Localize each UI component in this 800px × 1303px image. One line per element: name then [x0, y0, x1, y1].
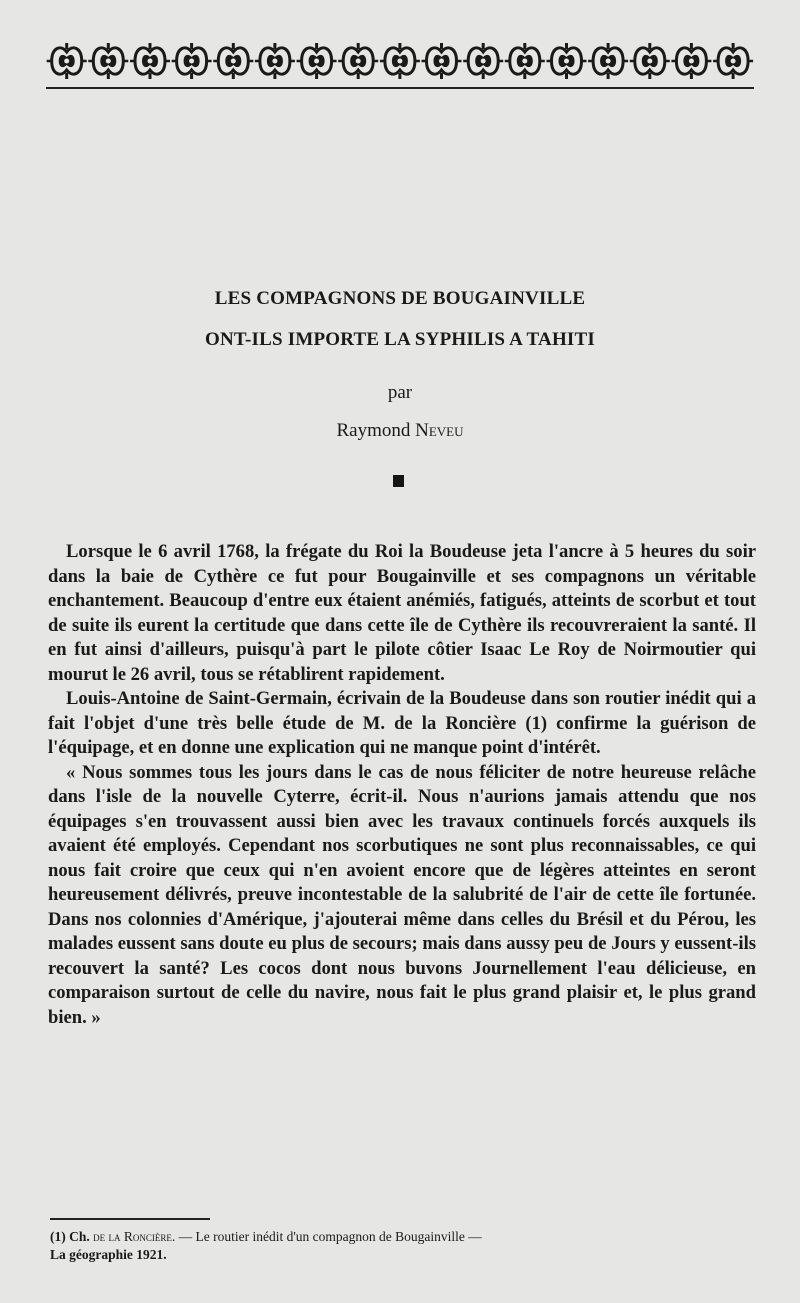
paragraph: « Nous sommes tous les jours dans le cas de nous féliciter de notre heureuse relâche dans l'isle de la nouvelle Cyterre, écrit-il. Nous n'aurions jamais attendu que nos équipages s'en trouvassent aussi bien avec les travaux continuels forcés auxquels ils avaient été employés. Cependant nos scorbutiques ne sont plus reconnaissables, ce qui nous fait croire que ceux qui n'en avoient encore que de légères atteintes en seront heureusement délivrés, preuve incontestable de la salubrité de l'air de cette île fortunée. Dans nos colonnies d'Amérique, j'ajouterai même dans celles du Brésil et du Pérou, les malades eussent sans doute eu plus de secours; mais dans aussy peu de Jours y eussent-ils recouvert la santé? Les cocos dont nous buvons Journellement l'eau délicieuse, en comparaison surtout de celle du navire, nous fait le plus grand plaisir et, le plus grand bien. »: [48, 761, 756, 1028]
author-first-name: Raymond: [336, 420, 411, 441]
footnote-source: La géographie 1921.: [50, 1247, 167, 1262]
paragraph: Lorsque le 6 avril 1768, la frégate du Roi la Boudeuse jeta l'ancre à 5 heures du soir dans la baie de Cythère ce fut pour Bougainville et ses compagnons un véritable enchantement. Beaucoup d'entre eux étaient anémiés, fatigués, atteints de scorbut et tout de suite ils eurent la certitude que dans cette île de Cythère ils recouvreraient la santé. Il en fut ainsi d'ailleurs, puisqu'à part le pilote côtier Isaac Le Roy de Noirmoutier qui mourut le 26 avril, tous se rétablirent rapidement.: [48, 541, 756, 685]
author-last-name: Neveu: [415, 420, 464, 441]
footnote-author: de la Roncière.: [93, 1229, 176, 1244]
article-body: [48, 540, 756, 1030]
author-name: [0, 420, 800, 442]
paragraph: Louis-Antoine de Saint-Germain, écrivain de la Boudeuse dans son routier inédit qui a fait l'objet d'une très belle étude de M. de la Roncière (1) confirme la guérison de l'équipage, et en donne une explication qui ne manque point d'intérêt.: [48, 688, 756, 758]
footnote: [50, 1228, 760, 1264]
top-rule: [46, 87, 754, 89]
article-title-line-1: LES COMPAGNONS DE BOUGAINVILLE: [214, 288, 586, 309]
footnote-text: — Le routier inédit d'un compagnon de Bougainville —: [178, 1229, 482, 1244]
byline-par: par: [387, 382, 413, 403]
floral-band-ornament-icon: [46, 40, 754, 82]
black-square-icon: [393, 475, 404, 487]
article-title-line-2: ONT-ILS IMPORTE LA SYPHILIS A TAHITI: [204, 329, 595, 350]
footnote-rule: [50, 1218, 210, 1220]
footnote-marker: (1) Ch.: [50, 1229, 90, 1244]
